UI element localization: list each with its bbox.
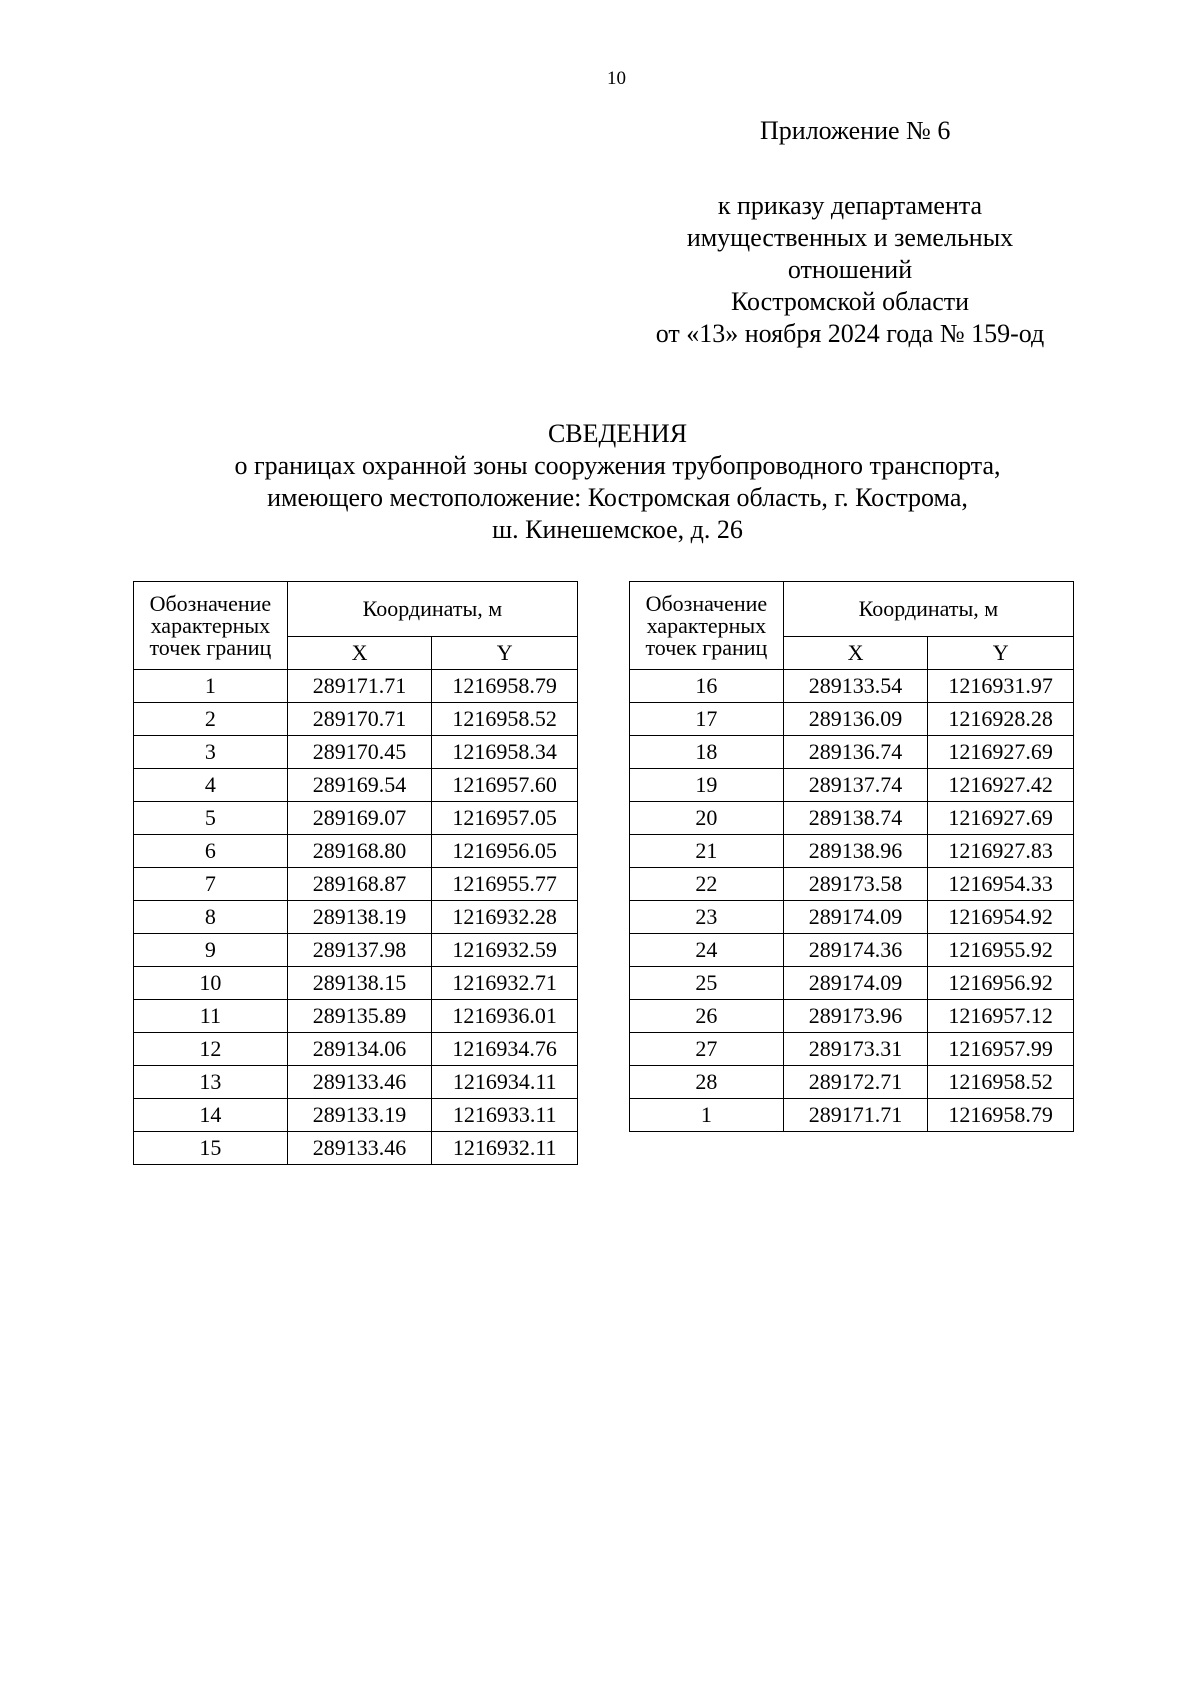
x-coordinate-cell: 289171.71 [287, 670, 432, 703]
table-row [134, 769, 578, 802]
coordinates-table-left [133, 581, 578, 1165]
point-number-cell: 8 [134, 901, 288, 934]
point-number-cell: 5 [134, 802, 288, 835]
table-row [630, 868, 1074, 901]
page-number: 10 [607, 68, 626, 89]
y-coordinate-cell: 1216958.79 [432, 670, 578, 703]
table-row [630, 769, 1074, 802]
y-coordinate-cell: 1216933.11 [432, 1099, 578, 1132]
point-number-cell: 7 [134, 868, 288, 901]
y-coordinate-cell: 1216927.83 [928, 835, 1074, 868]
x-coordinate-cell: 289133.46 [287, 1132, 432, 1165]
y-coordinate-cell: 1216934.76 [432, 1033, 578, 1066]
y-coordinate-cell: 1216927.42 [928, 769, 1074, 802]
y-coordinate-cell: 1216957.99 [928, 1033, 1074, 1066]
table-row [134, 934, 578, 967]
order-ref-line: имущественных и земельных [686, 223, 1014, 252]
x-coordinate-cell: 289137.98 [287, 934, 432, 967]
order-ref-line: отношений [787, 255, 913, 284]
x-header: X [287, 637, 432, 670]
point-number-cell: 19 [630, 769, 784, 802]
document-heading [100, 418, 1135, 546]
point-number-cell: 6 [134, 835, 288, 868]
y-coordinate-cell: 1216927.69 [928, 736, 1074, 769]
table-row [134, 1099, 578, 1132]
y-coordinate-cell: 1216928.28 [928, 703, 1074, 736]
point-number-cell: 22 [630, 868, 784, 901]
coords-header: Координаты, м [287, 582, 577, 637]
table-row [630, 802, 1074, 835]
x-coordinate-cell: 289173.31 [783, 1033, 928, 1066]
x-coordinate-cell: 289138.19 [287, 901, 432, 934]
point-label-header: Обозначение характерных точек границ [630, 582, 784, 670]
table-row [134, 802, 578, 835]
x-coordinate-cell: 289169.54 [287, 769, 432, 802]
x-coordinate-cell: 289136.09 [783, 703, 928, 736]
x-coordinate-cell: 289138.15 [287, 967, 432, 1000]
y-coordinate-cell: 1216955.92 [928, 934, 1074, 967]
y-coordinate-cell: 1216957.05 [432, 802, 578, 835]
table-row [134, 1132, 578, 1165]
y-coordinate-cell: 1216956.92 [928, 967, 1074, 1000]
order-reference [600, 190, 1100, 350]
table-row [630, 1000, 1074, 1033]
point-number-cell: 23 [630, 901, 784, 934]
x-coordinate-cell: 289172.71 [783, 1066, 928, 1099]
table-row [630, 1033, 1074, 1066]
point-number-cell: 28 [630, 1066, 784, 1099]
point-number-cell: 9 [134, 934, 288, 967]
order-ref-line: от «13» ноября 2024 года № 159-од [655, 319, 1045, 348]
coords-header: Координаты, м [783, 582, 1073, 637]
y-coordinate-cell: 1216936.01 [432, 1000, 578, 1033]
x-coordinate-cell: 289135.89 [287, 1000, 432, 1033]
point-number-cell: 12 [134, 1033, 288, 1066]
point-number-cell: 20 [630, 802, 784, 835]
point-label-header: Обозначение характерных точек границ [134, 582, 288, 670]
x-coordinate-cell: 289134.06 [287, 1033, 432, 1066]
x-coordinate-cell: 289133.19 [287, 1099, 432, 1132]
point-number-cell: 3 [134, 736, 288, 769]
table-row [134, 1000, 578, 1033]
table-row [134, 901, 578, 934]
point-number-cell: 24 [630, 934, 784, 967]
y-coordinate-cell: 1216956.05 [432, 835, 578, 868]
table-row [630, 736, 1074, 769]
y-coordinate-cell: 1216958.52 [432, 703, 578, 736]
point-number-cell: 13 [134, 1066, 288, 1099]
x-coordinate-cell: 289171.71 [783, 1099, 928, 1132]
heading-line: ш. Кинешемское, д. 26 [492, 515, 743, 544]
table-row [630, 901, 1074, 934]
y-coordinate-cell: 1216958.34 [432, 736, 578, 769]
table-row [630, 1066, 1074, 1099]
point-number-cell: 17 [630, 703, 784, 736]
table-row [134, 1033, 578, 1066]
point-number-cell: 1 [134, 670, 288, 703]
table-row [630, 967, 1074, 1000]
point-number-cell: 18 [630, 736, 784, 769]
y-coordinate-cell: 1216932.59 [432, 934, 578, 967]
x-coordinate-cell: 289168.87 [287, 868, 432, 901]
table-row [134, 1066, 578, 1099]
y-coordinate-cell: 1216957.12 [928, 1000, 1074, 1033]
x-coordinate-cell: 289136.74 [783, 736, 928, 769]
x-coordinate-cell: 289170.71 [287, 703, 432, 736]
x-coordinate-cell: 289169.07 [287, 802, 432, 835]
point-number-cell: 2 [134, 703, 288, 736]
x-coordinate-cell: 289174.36 [783, 934, 928, 967]
x-coordinate-cell: 289173.96 [783, 1000, 928, 1033]
y-coordinate-cell: 1216932.71 [432, 967, 578, 1000]
y-coordinate-cell: 1216957.60 [432, 769, 578, 802]
y-coordinate-cell: 1216954.33 [928, 868, 1074, 901]
point-number-cell: 27 [630, 1033, 784, 1066]
y-header: Y [432, 637, 578, 670]
heading-line: имеющего местоположение: Костромская область, г. Кострома, [267, 483, 968, 512]
x-header: X [783, 637, 928, 670]
x-coordinate-cell: 289174.09 [783, 967, 928, 1000]
table-row [134, 967, 578, 1000]
table-row [630, 835, 1074, 868]
table-row [134, 736, 578, 769]
y-coordinate-cell: 1216955.77 [432, 868, 578, 901]
x-coordinate-cell: 289137.74 [783, 769, 928, 802]
table-row [630, 934, 1074, 967]
y-coordinate-cell: 1216932.28 [432, 901, 578, 934]
heading-line: о границах охранной зоны сооружения трубопроводного транспорта, [234, 451, 1001, 480]
table-row [630, 670, 1074, 703]
y-coordinate-cell: 1216931.97 [928, 670, 1074, 703]
point-number-cell: 21 [630, 835, 784, 868]
y-coordinate-cell: 1216958.79 [928, 1099, 1074, 1132]
point-number-cell: 16 [630, 670, 784, 703]
y-coordinate-cell: 1216927.69 [928, 802, 1074, 835]
point-number-cell: 1 [630, 1099, 784, 1132]
x-coordinate-cell: 289174.09 [783, 901, 928, 934]
point-number-cell: 15 [134, 1132, 288, 1165]
table-row [630, 1099, 1074, 1132]
y-coordinate-cell: 1216934.11 [432, 1066, 578, 1099]
point-number-cell: 10 [134, 967, 288, 1000]
x-coordinate-cell: 289168.80 [287, 835, 432, 868]
table-row [134, 868, 578, 901]
table-row [134, 670, 578, 703]
x-coordinate-cell: 289138.96 [783, 835, 928, 868]
point-number-cell: 4 [134, 769, 288, 802]
x-coordinate-cell: 289170.45 [287, 736, 432, 769]
order-ref-line: к приказу департамента [717, 191, 983, 220]
y-coordinate-cell: 1216954.92 [928, 901, 1074, 934]
order-ref-line: Костромской области [730, 287, 970, 316]
coordinates-table-right [629, 581, 1074, 1132]
heading-title: СВЕДЕНИЯ [547, 419, 688, 448]
table-row [134, 703, 578, 736]
x-coordinate-cell: 289133.54 [783, 670, 928, 703]
appendix-title: Приложение № 6 [760, 116, 951, 145]
table-row [134, 835, 578, 868]
x-coordinate-cell: 289173.58 [783, 868, 928, 901]
y-header: Y [928, 637, 1074, 670]
y-coordinate-cell: 1216932.11 [432, 1132, 578, 1165]
x-coordinate-cell: 289138.74 [783, 802, 928, 835]
y-coordinate-cell: 1216958.52 [928, 1066, 1074, 1099]
point-number-cell: 14 [134, 1099, 288, 1132]
point-number-cell: 11 [134, 1000, 288, 1033]
point-number-cell: 26 [630, 1000, 784, 1033]
x-coordinate-cell: 289133.46 [287, 1066, 432, 1099]
point-number-cell: 25 [630, 967, 784, 1000]
table-row [630, 703, 1074, 736]
